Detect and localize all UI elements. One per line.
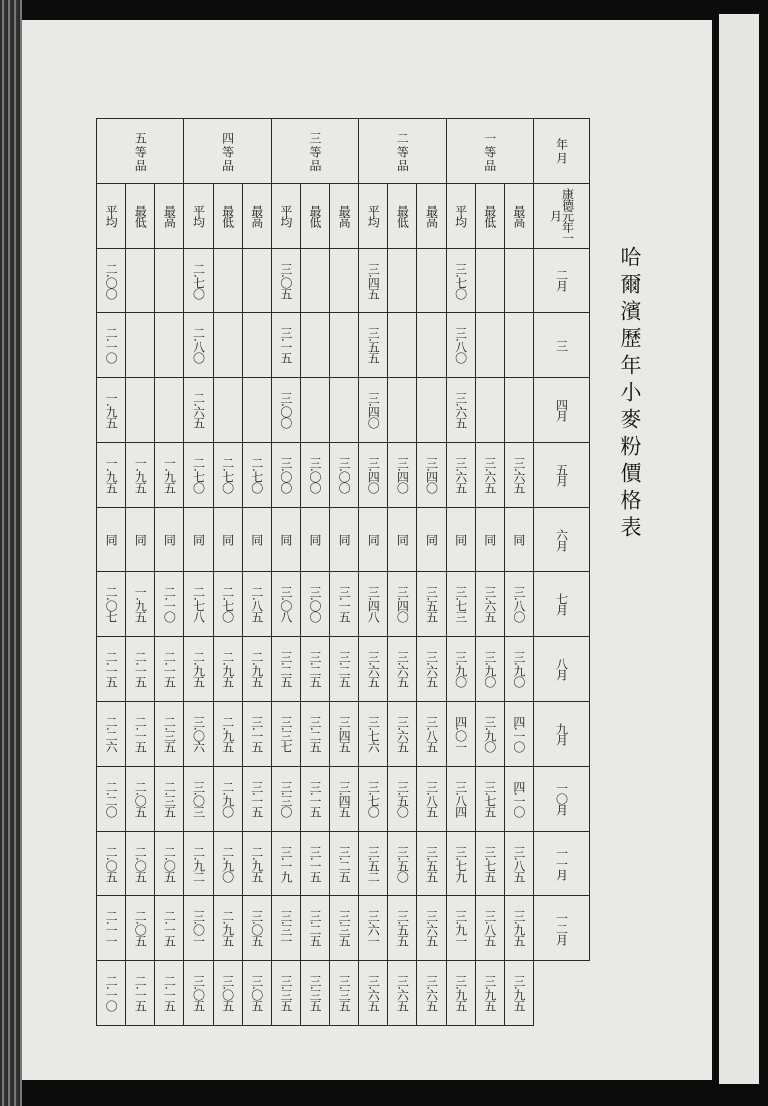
table-cell	[504, 313, 533, 378]
table-cell	[475, 378, 504, 443]
sub-header: 最低	[300, 183, 329, 248]
table-cell: 三.三五	[300, 961, 329, 1026]
table-cell: 三.〇〇	[271, 442, 300, 507]
table-cell: 二.七〇	[184, 248, 213, 313]
header-year-month: 年 月	[533, 119, 589, 184]
table-cell: 二.八五	[242, 572, 271, 637]
table-cell: 一.九五	[126, 442, 155, 507]
table-cell: 三.六五	[446, 442, 475, 507]
table-cell: 二.九二	[184, 831, 213, 896]
table-cell: 同	[213, 507, 242, 572]
table-cell: 三.七五	[475, 766, 504, 831]
table-cell: 三.九〇	[475, 702, 504, 767]
table-cell: 二.〇七	[97, 572, 126, 637]
month-label: 一一月	[533, 831, 589, 896]
table-cell: 二.三五	[155, 766, 184, 831]
table-cell: 同	[97, 507, 126, 572]
table-cell	[330, 313, 359, 378]
table-cell: 同	[242, 507, 271, 572]
grade-header: 三 等 品	[271, 119, 358, 184]
table-cell	[213, 313, 242, 378]
table-cell	[417, 313, 446, 378]
table-cell: 三.六五	[388, 961, 417, 1026]
month-label: 四月	[533, 378, 589, 443]
table-cell: 同	[504, 507, 533, 572]
table-cell	[213, 378, 242, 443]
table-cell: 三.八〇	[504, 572, 533, 637]
month-label: 二月	[533, 248, 589, 313]
table-cell: 二.三五	[155, 702, 184, 767]
table-cell: 三.三〇	[271, 766, 300, 831]
sub-header: 最低	[475, 183, 504, 248]
table-cell: 二.九五	[242, 831, 271, 896]
table-cell: 三.三一	[271, 896, 300, 961]
table-cell: 三.五五	[359, 313, 388, 378]
table-cell	[388, 248, 417, 313]
table-cell	[242, 313, 271, 378]
table-cell: 三.一五	[330, 572, 359, 637]
table-cell: 三.五五	[417, 831, 446, 896]
table-cell: 三.四五	[330, 766, 359, 831]
table-cell: 三.七六	[359, 702, 388, 767]
table-cell	[330, 378, 359, 443]
table-cell: 二.一五	[155, 961, 184, 1026]
sub-header: 平均	[97, 183, 126, 248]
table-cell: 三.〇五	[242, 896, 271, 961]
table-cell: 三.八五	[417, 702, 446, 767]
table-cell: 三.〇五	[242, 961, 271, 1026]
table-cell: 三.〇六	[184, 702, 213, 767]
table-cell: 二.九五	[184, 637, 213, 702]
table-cell: 三.九〇	[475, 637, 504, 702]
table-cell: 三.九五	[504, 961, 533, 1026]
sub-header: 最高	[330, 183, 359, 248]
table-cell: 三.〇五	[271, 248, 300, 313]
table-cell: 三.六五	[475, 442, 504, 507]
table-cell: 同	[300, 507, 329, 572]
grade-header: 四 等 品	[184, 119, 271, 184]
table-cell	[388, 378, 417, 443]
table-cell	[242, 248, 271, 313]
table-cell: 二.一五	[155, 896, 184, 961]
table-cell	[300, 313, 329, 378]
table-cell: 三.六五	[475, 572, 504, 637]
table-cell	[242, 378, 271, 443]
table-cell	[213, 248, 242, 313]
table-cell: 三.四五	[330, 702, 359, 767]
table-cell: 一.九五	[126, 572, 155, 637]
table-cell: 三.三七	[271, 702, 300, 767]
table-cell: 二.一〇	[155, 572, 184, 637]
table-cell	[417, 248, 446, 313]
table-cell: 二.〇五	[126, 766, 155, 831]
table-cell: 三.七三	[446, 572, 475, 637]
table-cell: 三.〇〇	[300, 442, 329, 507]
table-cell: 二.〇五	[126, 896, 155, 961]
table-cell: 二.〇五	[155, 831, 184, 896]
table-cell: 二.一五	[126, 637, 155, 702]
table-cell: 同	[155, 507, 184, 572]
table-cell: 三.四〇	[388, 442, 417, 507]
table-cell: 二.〇〇	[97, 248, 126, 313]
month-label: 康德元年一月	[533, 183, 589, 248]
table-cell: 二.七〇	[242, 442, 271, 507]
table-cell: 三.九〇	[446, 637, 475, 702]
table-cell: 二.九〇	[213, 766, 242, 831]
table-title: 哈爾濱歷年小麥粉價格表	[618, 246, 642, 543]
table-cell	[330, 248, 359, 313]
table-cell: 二.六五	[184, 378, 213, 443]
month-label: 一二月	[533, 896, 589, 961]
grade-header: 一 等 品	[446, 119, 533, 184]
table-cell: 三.二五	[300, 702, 329, 767]
grade-header: 五 等 品	[97, 119, 184, 184]
sub-header: 最低	[388, 183, 417, 248]
table-cell: 三.五五	[417, 572, 446, 637]
table-cell: 三.〇一	[184, 896, 213, 961]
table-cell: 同	[126, 507, 155, 572]
sub-header: 平均	[359, 183, 388, 248]
table-cell: 二.二六	[97, 702, 126, 767]
table-cell: 二.二〇	[97, 766, 126, 831]
table-cell: 三.二五	[330, 831, 359, 896]
table-cell	[126, 313, 155, 378]
sub-header: 最高	[242, 183, 271, 248]
table-cell: 一.九五	[155, 442, 184, 507]
table-cell: 三.四〇	[388, 572, 417, 637]
month-label: 八月	[533, 637, 589, 702]
month-label: 七月	[533, 572, 589, 637]
table-cell: 一.九五	[97, 442, 126, 507]
table-cell: 三.八五	[475, 896, 504, 961]
table-cell: 三.九一	[446, 896, 475, 961]
table-cell: 二.八〇	[184, 313, 213, 378]
table-cell: 三.〇五	[213, 961, 242, 1026]
table-cell: 三.八〇	[446, 313, 475, 378]
table-cell: 三.四〇	[359, 378, 388, 443]
scan-binding-edge	[0, 0, 22, 1106]
table-cell: 三.六五	[388, 702, 417, 767]
table-cell: 三.〇三	[184, 766, 213, 831]
table-cell: 三.六五	[359, 961, 388, 1026]
table-cell: 三.六五	[359, 637, 388, 702]
table-cell: 三.五〇	[388, 766, 417, 831]
table-cell: 二.七八	[184, 572, 213, 637]
table-cell: 四.一〇	[504, 766, 533, 831]
table-cell: 三.二五	[300, 896, 329, 961]
table-cell	[300, 378, 329, 443]
table-cell: 三.七〇	[359, 766, 388, 831]
table-cell: 二.七〇	[213, 572, 242, 637]
table-cell: 三.六五	[417, 896, 446, 961]
table-cell: 三.一五	[271, 313, 300, 378]
table-cell: 三.二五	[300, 637, 329, 702]
table-cell: 三.六一	[359, 896, 388, 961]
table-cell: 三.一五	[242, 702, 271, 767]
table-cell: 三.八五	[417, 766, 446, 831]
table-cell	[475, 248, 504, 313]
table-cell: 三.一五	[300, 831, 329, 896]
sub-header: 最低	[126, 183, 155, 248]
table-cell	[155, 378, 184, 443]
table-cell	[155, 313, 184, 378]
table-cell	[475, 313, 504, 378]
table-cell: 二.一五	[97, 637, 126, 702]
table-cell	[388, 313, 417, 378]
month-label: 六月	[533, 507, 589, 572]
table-cell	[417, 378, 446, 443]
adjacent-page-strip	[719, 14, 759, 1084]
sub-header: 平均	[446, 183, 475, 248]
table-cell: 三.六五	[446, 378, 475, 443]
table-cell: 三.四五	[359, 248, 388, 313]
table-cell: 三.〇〇	[330, 442, 359, 507]
table-cell: 同	[184, 507, 213, 572]
table-cell	[504, 248, 533, 313]
table-cell: 三.七五	[475, 831, 504, 896]
table-cell: 同	[271, 507, 300, 572]
table-cell: 三.七九	[446, 831, 475, 896]
table-cell	[504, 378, 533, 443]
table-cell: 二.一五	[126, 961, 155, 1026]
sub-header: 最高	[417, 183, 446, 248]
table-cell: 三.四〇	[359, 442, 388, 507]
table-cell: 三.三五	[330, 896, 359, 961]
table-cell: 三.五二	[359, 831, 388, 896]
month-label: 九月	[533, 702, 589, 767]
table-cell: 同	[417, 507, 446, 572]
table-cell: 三.二五	[330, 637, 359, 702]
table-cell: 三.一九	[271, 831, 300, 896]
table-cell: 同	[446, 507, 475, 572]
month-label: 一〇月	[533, 766, 589, 831]
month-label: 五月	[533, 442, 589, 507]
table-cell: 三.九〇	[504, 637, 533, 702]
table-cell: 二.七〇	[184, 442, 213, 507]
table-cell: 同	[330, 507, 359, 572]
table-cell: 三.六五	[417, 637, 446, 702]
table-cell: 三.六五	[388, 637, 417, 702]
table-cell: 二.一一	[97, 896, 126, 961]
sub-header: 平均	[184, 183, 213, 248]
table-cell: 三.六五	[417, 961, 446, 1026]
table-cell: 二.一〇	[97, 313, 126, 378]
header-row-year-month	[533, 119, 589, 1026]
sub-header: 最高	[155, 183, 184, 248]
table-cell: 三.六五	[504, 442, 533, 507]
table-cell	[155, 248, 184, 313]
table-cell	[126, 378, 155, 443]
table-cell: 三.二五	[271, 637, 300, 702]
table-cell: 四.〇一	[446, 702, 475, 767]
table-cell: 三.三五	[271, 961, 300, 1026]
table-cell	[300, 248, 329, 313]
table-cell: 三.九五	[504, 896, 533, 961]
table-cell: 三.一五	[242, 766, 271, 831]
table-cell: 三.〇〇	[300, 572, 329, 637]
table-cell: 三.四〇	[417, 442, 446, 507]
grade-header: 二 等 品	[359, 119, 446, 184]
table-cell: 二.〇五	[126, 831, 155, 896]
table-cell: 二.九〇	[213, 831, 242, 896]
sub-header: 平均	[271, 183, 300, 248]
table-cell: 三.五五	[388, 896, 417, 961]
table-cell: 同	[359, 507, 388, 572]
table-cell: 二.九五	[213, 637, 242, 702]
table-cell: 二.九五	[242, 637, 271, 702]
table-cell: 三.〇〇	[271, 378, 300, 443]
table-cell: 一.九五	[97, 378, 126, 443]
table-cell: 三.八四	[446, 766, 475, 831]
table-cell: 三.〇五	[184, 961, 213, 1026]
table-cell: 同	[475, 507, 504, 572]
table-cell	[126, 248, 155, 313]
table-cell: 三.八五	[504, 831, 533, 896]
month-label: 三	[533, 313, 589, 378]
table-cell: 二.一〇	[97, 961, 126, 1026]
sub-header: 最高	[504, 183, 533, 248]
table-cell: 三.三五	[330, 961, 359, 1026]
table-cell: 二.九五	[213, 896, 242, 961]
sub-header: 最低	[213, 183, 242, 248]
table-cell: 三.九五	[446, 961, 475, 1026]
table-cell: 三.九五	[475, 961, 504, 1026]
table-cell: 三.五〇	[388, 831, 417, 896]
table-cell: 三.〇八	[271, 572, 300, 637]
table-cell: 二.一五	[126, 702, 155, 767]
table-cell: 二.七〇	[213, 442, 242, 507]
table-cell: 同	[388, 507, 417, 572]
table-cell: 四.一〇	[504, 702, 533, 767]
table-cell: 二.〇五	[97, 831, 126, 896]
table-cell: 三.一五	[300, 766, 329, 831]
table-cell: 二.一五	[155, 637, 184, 702]
price-table	[96, 118, 590, 1026]
table-cell: 三.四八	[359, 572, 388, 637]
table-cell: 二.九五	[213, 702, 242, 767]
table-cell: 三.七〇	[446, 248, 475, 313]
